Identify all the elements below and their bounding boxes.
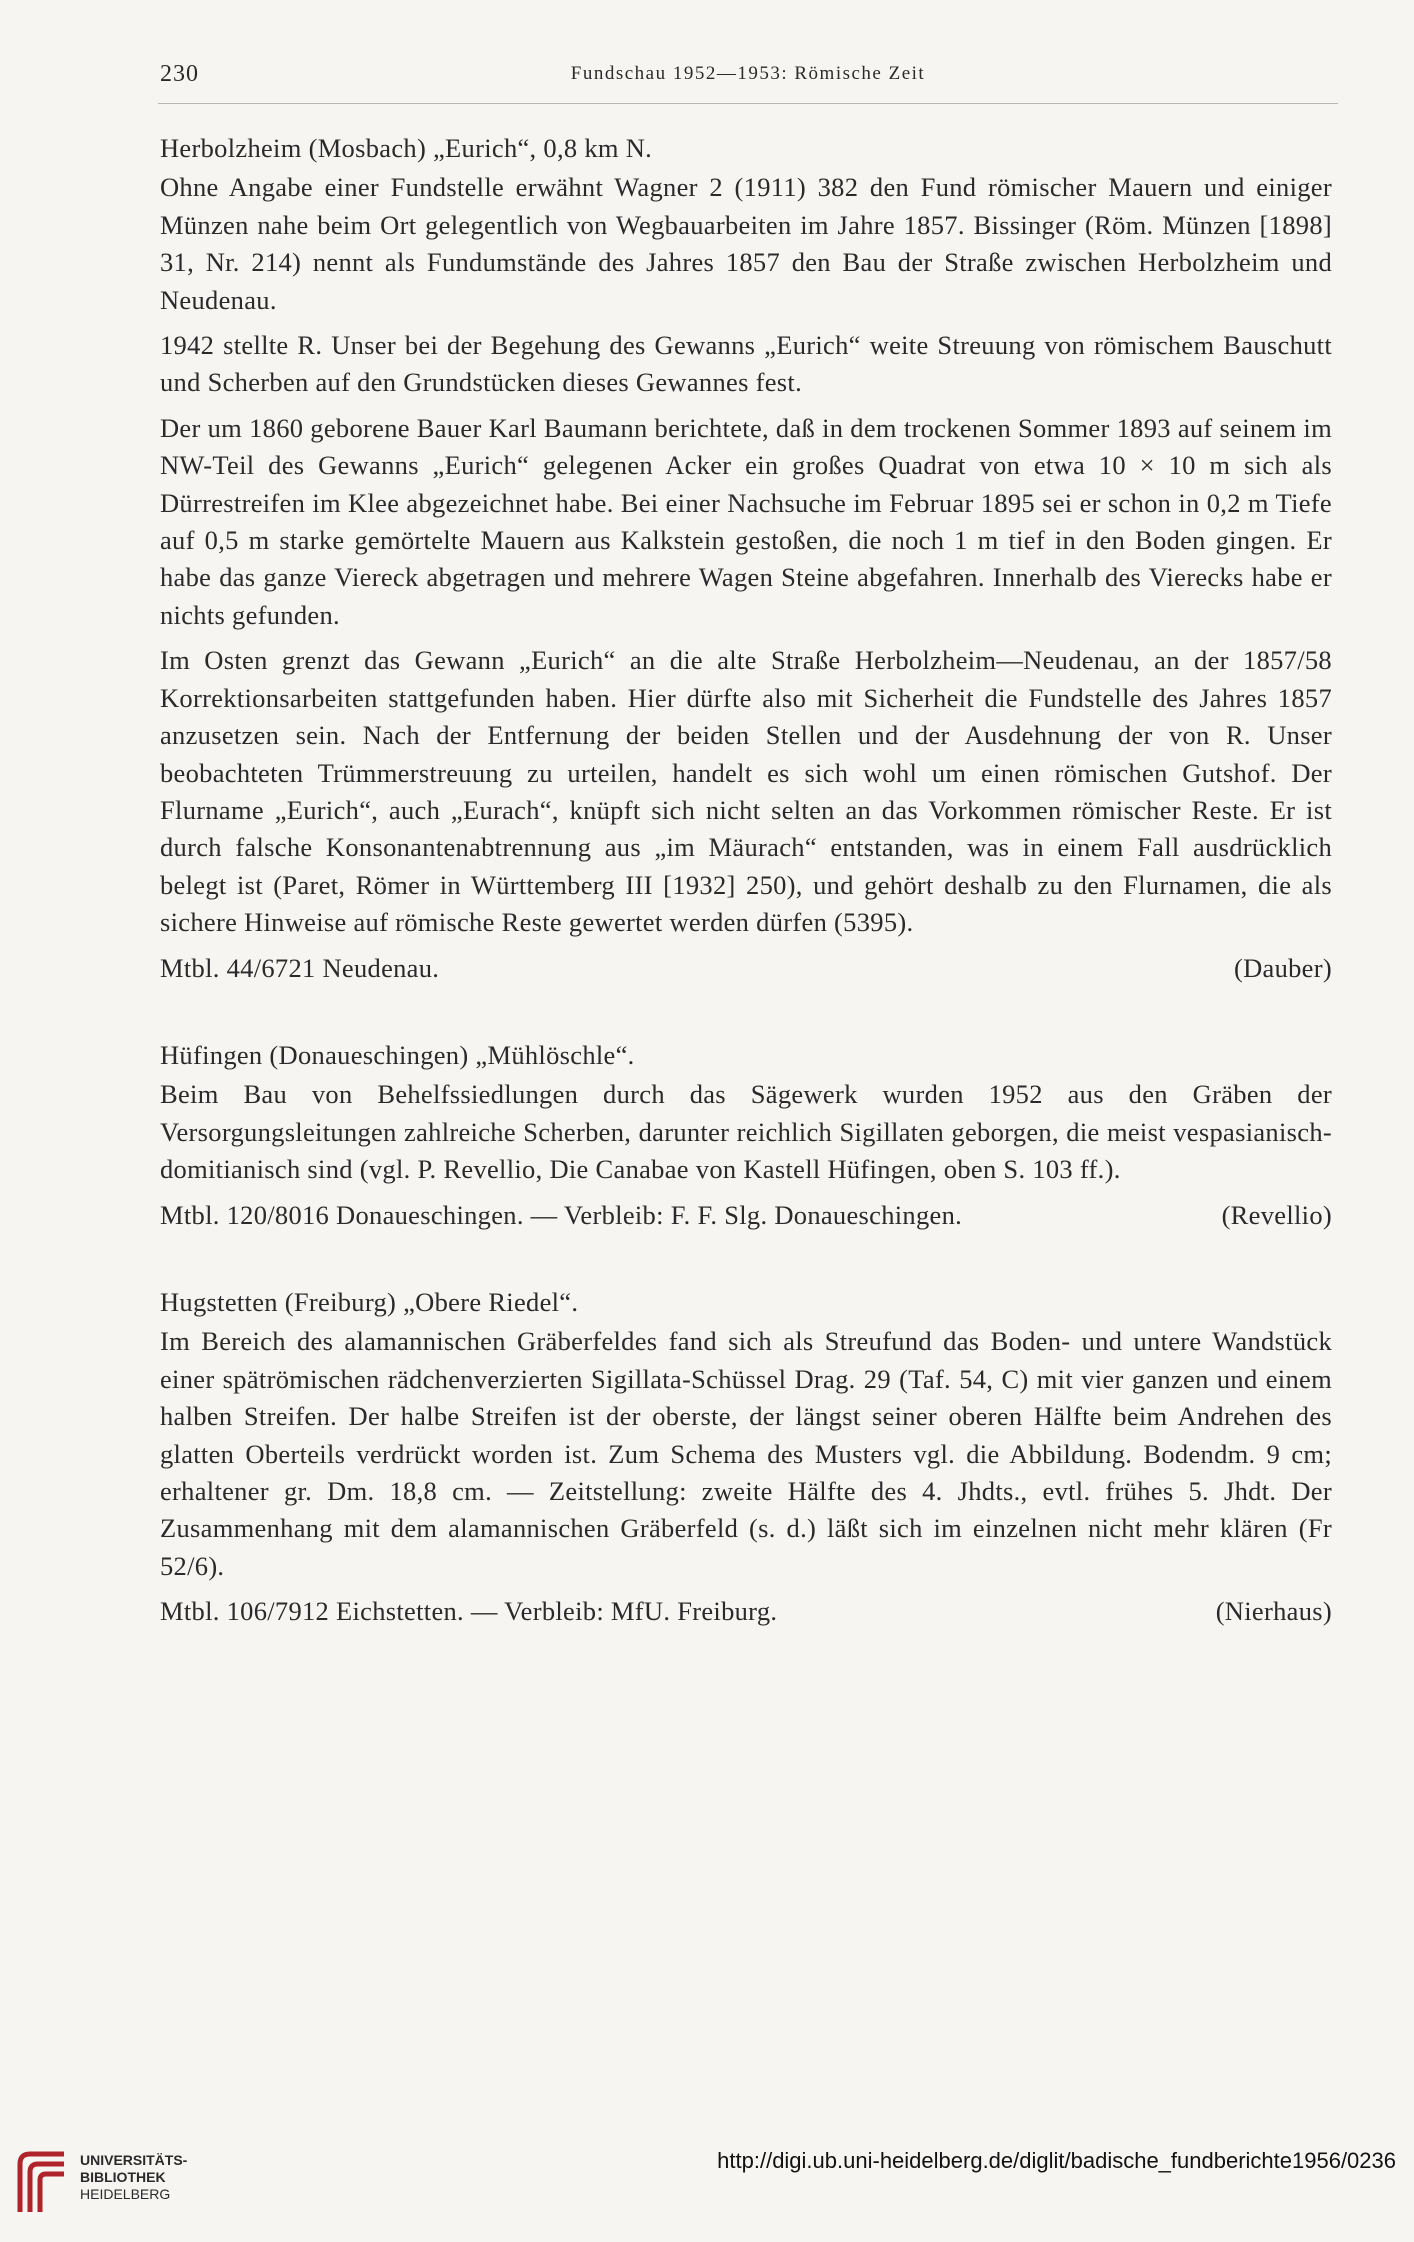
place-name: Herbolzheim — [160, 133, 302, 163]
place-detail: (Mosbach) „Eurich“, 0,8 km N. — [301, 133, 653, 163]
page-header — [158, 55, 1338, 95]
place-detail: (Freiburg) „Obere Riedel“. — [277, 1286, 579, 1317]
entry-herbolzheim — [160, 130, 1332, 987]
entry-heading — [160, 1037, 1332, 1074]
paragraph: 1942 stellte R. Unser bei der Begehung des Gewanns „Eurich“ weite Streuung von römischem Bauschutt und Scherben auf den Grundstücken dieses Gewannes fest. — [160, 330, 1332, 398]
map-reference-line — [160, 1593, 1332, 1630]
page-number: 230 — [160, 61, 199, 87]
map-reference: Mtbl. 44/6721 Neudenau. — [160, 952, 440, 983]
entry-heading — [160, 1284, 1332, 1321]
paragraph: Im Bereich des alamannischen Gräberfeldes fand sich als Streufund das Boden- und untere Wandstück einer spätrömischen rädchenverzierten Sigillata-Schüssel Drag. 29 (Taf. 54, C) mit vier ganzen und einem halben Streifen. Der halbe Streifen ist der oberste, der längst seiner oberen Hälfte beim Andrehen des glatten Oberteils verdrückt worden ist. Zum Schema des Musters vgl. die Abbildung. Bodendm. 9 cm; erhaltener gr. Dm. 18,8 cm. — Zeitstellung: zweite Hälfte des 4. Jhdts., evtl. frühes 5. Jhdt. Der Zusammenhang mit dem alamannischen Gräberfeld (s. d.) läßt sich im einzelnen nicht mehr klären (Fr 52/6). — [160, 1326, 1332, 1581]
place-name: Hugstetten — [160, 1286, 278, 1317]
library-name-line: UNIVERSITÄTS- — [80, 2152, 188, 2168]
author-credit: (Revellio) — [1221, 1199, 1332, 1230]
paragraph: Beim Bau von Behelfssiedlungen durch das Sägewerk wurden 1952 aus den Gräben der Versorgungsleitungen zahlreiche Scherben, darunter reichlich Sigillaten geborgen, die meist vespasianisch-domitianisch sind (vgl. P. Revellio, Die Canabae von Kastell Hüfingen, oben S. 103 ff.). — [160, 1079, 1332, 1185]
library-name-line: BIBLIOTHEK — [80, 2169, 166, 2185]
place-detail: (Donaueschingen) „Mühlöschle“. — [262, 1039, 635, 1070]
place-name: Hüfingen — [160, 1039, 263, 1070]
map-reference: Mtbl. 120/8016 Donaueschingen. — Verbleib: F. F. Slg. Donaueschingen. — [160, 1199, 963, 1230]
source-url-link[interactable]: http://digi.ub.uni-heidelberg.de/diglit/badische_fundberichte1956/0236 — [717, 2148, 1396, 2173]
author-credit: (Nierhaus) — [1215, 1596, 1332, 1627]
paragraph: Der um 1860 geborene Bauer Karl Baumann berichtete, daß in dem trockenen Sommer 1893 auf seinem im NW-Teil des Gewanns „Eurich“ gelegenen Acker ein großes Quadrat von etwa 10 × 10 m sich als Dürrestreifen im Klee abgezeichnet habe. Bei einer Nachsuche im Februar 1895 sei er schon in 0,2 m Tiefe auf 0,5 m starke gemörtelte Mauern aus Kalkstein gestoßen, die noch 1 m tief in den Boden gingen. Er habe das ganze Viereck abgetragen und mehrere Wagen Steine abgefahren. Innerhalb des Vierecks habe er nichts gefunden. — [160, 412, 1332, 630]
entry-heading — [160, 130, 1332, 167]
page-body — [160, 130, 1332, 1681]
running-title: Fundschau 1952—1953: Römische Zeit — [570, 63, 926, 84]
header-divider — [158, 103, 1338, 104]
entry-hugstetten — [160, 1284, 1332, 1631]
paragraph: Ohne Angabe einer Fundstelle erwähnt Wagner 2 (1911) 382 den Fund römischer Mauern und einiger Münzen nahe beim Ort gelegentlich von Wegbauarbeiten im Jahre 1857. Bissinger (Röm. Münzen [1898] 31, Nr. 214) nennt als Fundumstände des Jahres 1857 den Bau der Straße zwischen Herbolzheim und Neudenau. — [160, 172, 1332, 315]
library-name — [80, 2152, 187, 2203]
map-reference-line — [160, 1197, 1332, 1234]
library-logo-icon — [14, 2150, 70, 2214]
library-name-line: HEIDELBERG — [80, 2186, 171, 2202]
paragraph: Im Osten grenzt das Gewann „Eurich“ an die alte Straße Herbolzheim—Neudenau, an der 1857/58 Korrektionsarbeiten stattgefunden haben. Hier dürfte also mit Sicherheit die Fundstelle des Jahres 1857 anzusetzen sein. Nach der Entfernung der beiden Stellen und der Ausdehnung der von R. Unser beobachteten Trümmerstreuung zu urteilen, handelt es sich wohl um einen römischen Gutshof. Der Flurname „Eurich“, auch „Eurach“, knüpft sich nicht selten an das Vorkommen römischer Reste. Er ist durch falsche Konsonantenabtrennung aus „im Mäurach“ entstanden, was in einem Fall ausdrücklich belegt ist (Paret, Römer in Württemberg III [1932] 250), und gehört deshalb zu den Flurnamen, die als sichere Hinweise auf römische Reste gewertet werden dürfen (5395). — [160, 645, 1332, 938]
map-reference-line — [160, 950, 1332, 987]
entry-huefingen — [160, 1037, 1332, 1234]
page-footer — [0, 2140, 1414, 2230]
author-credit: (Dauber) — [1233, 952, 1332, 983]
map-reference: Mtbl. 106/7912 Eichstetten. — Verbleib: MfU. Freiburg. — [160, 1596, 778, 1627]
